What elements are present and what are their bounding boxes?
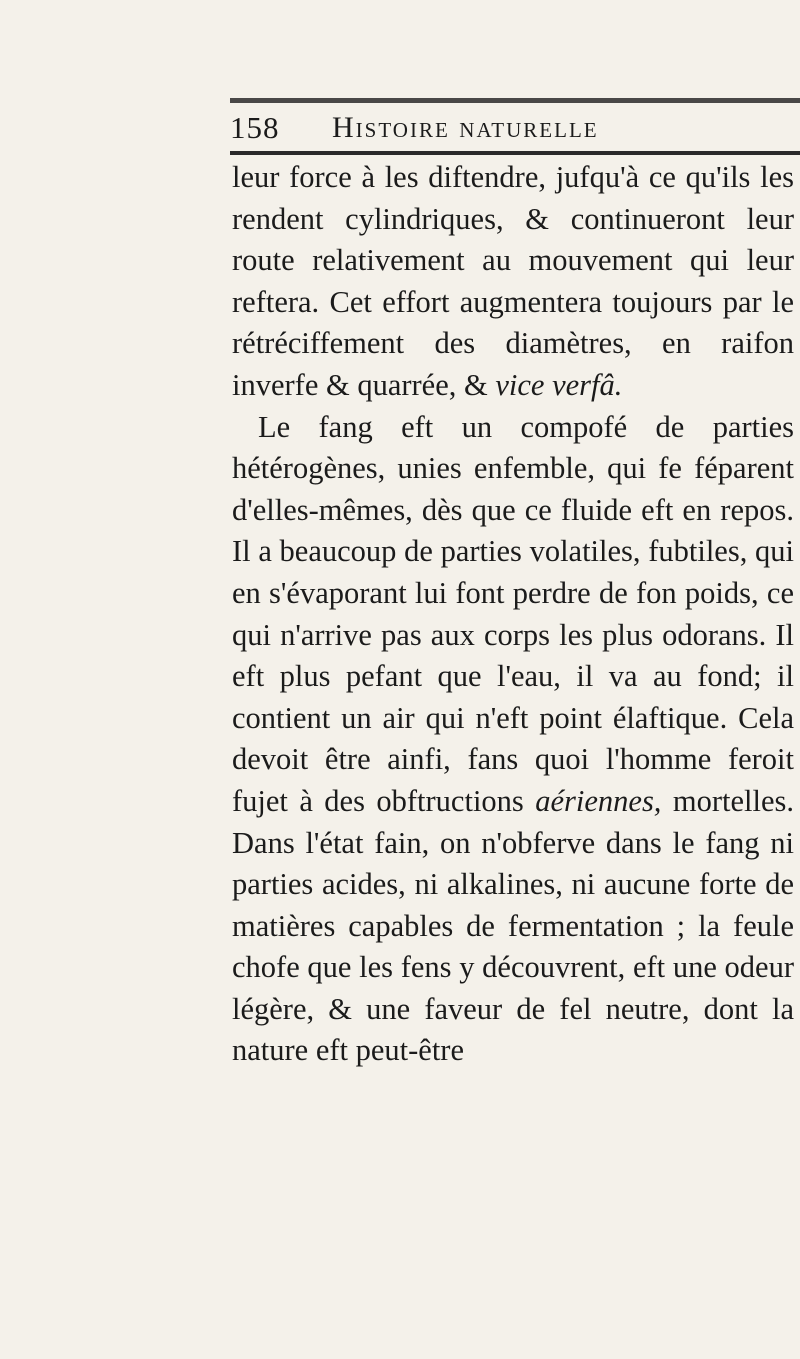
paragraph-2-tail: mortelles. Dans l'état fain, on n'obferve dans le fang ni parties acides, ni alkalines, ni aucune forte de matières capables de fermentation ; la feule chofe que les fens y découvrent, eft une odeur légère, & une faveur de fel neutre, dont la nature eft peut-être [232, 783, 794, 1068]
page-header [230, 107, 800, 149]
paragraph-1 [232, 157, 794, 407]
paragraph-2-text: Le fang eft un compofé de parties hétérogènes, unies enfemble, qui fe féparent d'elles-mêmes, dès que ce fluide eft en repos. Il a beaucoup de parties volatiles, fubtiles, qui en s'évaporant lui font perdre de fon poids, ce qui n'arrive pas aux corps les plus odorans. Il eft plus pefant que l'eau, il va au fond; il contient un air qui n'eft point élaftique. Cela devoit être ainfi, fans quoi l'homme feroit fujet à des obftructions [232, 409, 794, 818]
top-decorative-rule [230, 98, 800, 103]
header-rule [230, 151, 800, 155]
body-text [232, 157, 794, 1072]
paragraph-2-italic: aériennes, [535, 783, 662, 818]
running-head: Histoire naturelle [332, 111, 599, 144]
paragraph-1-italic: vice verfâ. [495, 367, 623, 402]
page-number: 158 [230, 110, 280, 145]
paragraph-2 [232, 407, 794, 1073]
paragraph-1-text: leur force à les diftendre, jufqu'à ce qu'ils les rendent cylindriques, & continueront leur route relativement au mouvement qui leur reftera. Cet effort augmentera toujours par le rétréciffement des diamètres, en raifon inverfe & quarrée, & [232, 160, 794, 402]
